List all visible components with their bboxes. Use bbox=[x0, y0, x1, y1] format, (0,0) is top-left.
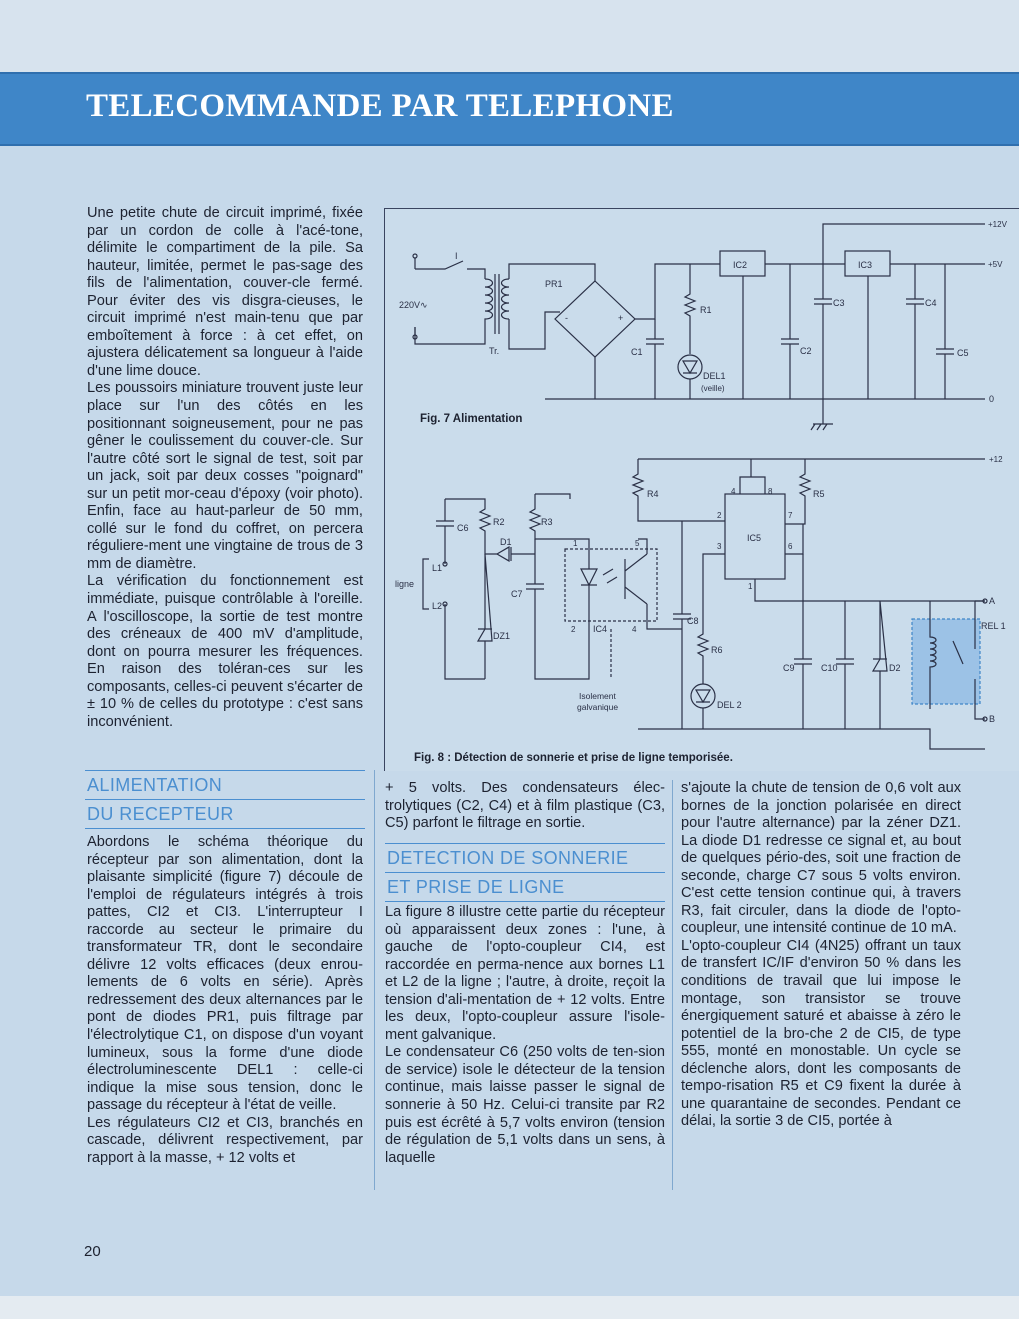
paragraph: Une petite chute de circuit imprimé, fixée par un cordon de colle à l'acé-tone, délimite le compartiment de la pile. Sa hauteur, limitée, permet le pas-sage des fils de l'alimentation, couver-cle fermé. Pour éviter des vis disgra-cieuses, le circuit imprimé n'est main-tenu que par emboîtement à force : à cet effet, on ajustera délicatement sa longueur à l'aide d'une lime douce. bbox=[87, 205, 363, 379]
isolation-label-2: galvanique bbox=[577, 702, 619, 712]
r2-label: R2 bbox=[493, 517, 505, 527]
c7-label: C7 bbox=[511, 589, 523, 599]
out12-label: +12V bbox=[988, 220, 1007, 229]
c6-label: C6 bbox=[457, 523, 469, 533]
c4-label: C4 bbox=[925, 298, 937, 308]
ic5-pin8: 8 bbox=[768, 487, 773, 496]
ic5-label: IC5 bbox=[747, 533, 762, 543]
page-title: TELECOMMANDE PAR TELEPHONE bbox=[86, 88, 674, 124]
l1-label: L1 bbox=[432, 563, 443, 573]
ic5-pin7: 7 bbox=[788, 511, 793, 520]
a-label: A bbox=[989, 596, 996, 606]
bridge-plus: + bbox=[618, 313, 624, 323]
r6-label: R6 bbox=[711, 645, 723, 655]
bridge-minus: - bbox=[565, 313, 568, 323]
switch-label: I bbox=[455, 251, 458, 261]
ic5-pin4: 4 bbox=[731, 487, 736, 496]
page-top-margin bbox=[0, 0, 1019, 72]
r4-label: R4 bbox=[647, 489, 659, 499]
schematic-figures bbox=[384, 208, 1019, 771]
b-label: B bbox=[989, 714, 996, 724]
figure-8-caption: Fig. 8 : Détection de sonnerie et prise de ligne temporisée. bbox=[414, 752, 733, 764]
column-divider bbox=[374, 770, 375, 1190]
l2-label: L2 bbox=[432, 601, 443, 611]
del1-label: DEL1 bbox=[703, 371, 726, 381]
c1-label: C1 bbox=[631, 347, 643, 357]
fig7-power-supply bbox=[399, 220, 1008, 430]
fig8-ring-detector bbox=[395, 455, 1006, 749]
isolation-label-1: Isolement bbox=[579, 691, 616, 701]
column-2-top bbox=[385, 780, 665, 833]
page-bottom-margin bbox=[0, 1296, 1019, 1319]
heading-line: DETECTION DE SONNERIE bbox=[385, 844, 665, 873]
heading-line: ET PRISE DE LIGNE bbox=[385, 873, 665, 902]
bridge-label: PR1 bbox=[545, 279, 563, 289]
column-3-body bbox=[681, 780, 961, 1131]
plus12-label: +12 bbox=[989, 455, 1003, 464]
rel-label: REL 1 bbox=[981, 621, 1006, 631]
del1-note: (veille) bbox=[701, 384, 725, 393]
c2-label: C2 bbox=[800, 346, 812, 356]
opto-pin4: 4 bbox=[632, 625, 637, 634]
column-divider bbox=[672, 780, 673, 1190]
paragraph: Le condensateur C6 (250 volts de ten-sion de service) isole le détecteur de la tension continue, mais laisse passer le signal de sonnerie à 50 Hz. Celui-ci transite par R2 puis est écrêté à 5,7 volts environ (tension de régulation de 5,1 volts dans un sens, à laquelle bbox=[385, 1044, 665, 1166]
figure-7-caption: Fig. 7 Alimentation bbox=[420, 413, 523, 425]
paragraph: Les poussoirs miniature trouvent juste leur place sur l'un des côtés en les positionnant soigneusement, pour ne pas gêner le coulissement du couver-cle. Sur l'autre côté sort le signal de test, soit par un jack, soit par deux cosses "poignard" sur un petit mor-ceau d'époxy (voir photo). Enfin, face au haut-parleur de 50 mm, collé sur le fond du coffret, on percera réguliere-ment une vingtaine de trous de 3 mm de diamètre. bbox=[87, 380, 363, 572]
opto-pin1: 1 bbox=[573, 539, 578, 548]
c5-label: C5 bbox=[957, 348, 969, 358]
page-number: 20 bbox=[84, 1243, 101, 1260]
paragraph: Les régulateurs CI2 et CI3, branchés en cascade, délivrent respectivement, par rapport à la masse, + 12 volts et bbox=[87, 1114, 363, 1166]
column-1-body bbox=[87, 834, 363, 1167]
transformer-label: Tr. bbox=[489, 346, 500, 356]
title-banner bbox=[0, 72, 1019, 146]
column-1-intro bbox=[87, 205, 363, 731]
ic5-pin2: 2 bbox=[717, 511, 722, 520]
opto-pin5: 5 bbox=[635, 539, 640, 548]
section-heading-alimentation bbox=[85, 770, 365, 829]
ic4-label: IC4 bbox=[593, 624, 608, 634]
dz1-label: DZ1 bbox=[493, 631, 511, 641]
paragraph: s'ajoute la chute de tension de 0,6 volt aux bornes de la jonction polarisée en direct pour l'autre alternance) par la zéner DZ1. La diode D1 redresse ce signal et, au bout de quelques pério-des, soit une fraction de seconde, charge C7 sous 5 volts environ. C'est cette tension continue qui, à travers R3, fait circuler, dans la diode de l'opto-coupleur, une intensité continue de 10 mA. bbox=[681, 780, 961, 937]
paragraph: + 5 volts. Des condensateurs élec-trolytiques (C2, C4) et à film plastique (C3, C5) parfont le filtrage en sortie. bbox=[385, 780, 665, 832]
del2-label: DEL 2 bbox=[717, 700, 742, 710]
ic3-label: IC3 bbox=[858, 260, 873, 270]
r1-label: R1 bbox=[700, 305, 712, 315]
heading-line: ALIMENTATION bbox=[85, 771, 365, 800]
paragraph: Abordons le schéma théorique du récepteur par son alimentation, dont la plaisante simplicité (figure 7) découle de l'emploi de régulateurs intégrés à trois pattes, CI2 et CI3. L'interrupteur I raccorde au secteur le primaire du transformateur TR, dont le secondaire délivre 12 volts efficaces (deux enrou-lements de 6 volts en série). Après redressement des deux alternances par le pont de diodes PR1, puis filtrage par l'électrolytique C1, on dispose d'un voyant lumineux, sous la forme d'une diode électroluminescente DEL1 : celle-ci indique la mise sous tension, donc le passage du récepteur à l'état de veille. bbox=[87, 834, 363, 1114]
d2-label: D2 bbox=[889, 663, 901, 673]
ic5-pin3: 3 bbox=[717, 542, 722, 551]
out0-label: 0 bbox=[989, 394, 995, 404]
ic2-label: IC2 bbox=[733, 260, 748, 270]
section-heading-detection bbox=[385, 843, 665, 902]
r5-label: R5 bbox=[813, 489, 825, 499]
schematic-svg bbox=[385, 209, 1019, 771]
c10-label: C10 bbox=[821, 663, 838, 673]
ic5-pin6: 6 bbox=[788, 542, 793, 551]
line-label: ligne bbox=[395, 579, 415, 589]
r3-label: R3 bbox=[541, 517, 553, 527]
ic5-pin1: 1 bbox=[748, 582, 753, 591]
paragraph: La vérification du fonctionnement est immédiate, puisque contrôlable à l'oreille. A l'oscilloscope, la sortie de test montre des créneaux de 400 mV d'amplitude, dont on pourra mesurer les fréquences. En raison des toléran-ces sur les composants, celles-ci peuvent s'écarter de ± 10 % de celles du prototype : c'est sans inconvénient. bbox=[87, 573, 363, 730]
d1-label: D1 bbox=[500, 537, 512, 547]
c3-label: C3 bbox=[833, 298, 845, 308]
paragraph: La figure 8 illustre cette partie du récepteur où apparaissent deux zones : l'une, à gauche de l'opto-coupleur CI4, est raccordée en perma-nence aux bornes L1 et L2 de la ligne ; l'autre, à droite, reçoit la tension d'ali-mentation de + 12 volts. Entre les deux, l'opto-coupleur assure l'isole-ment galvanique. bbox=[385, 904, 665, 1043]
heading-line: DU RECEPTEUR bbox=[85, 800, 365, 829]
c9-label: C9 bbox=[783, 663, 795, 673]
mains-label: 220V∿ bbox=[399, 300, 428, 310]
column-2-body bbox=[385, 904, 665, 1167]
out5-label: +5V bbox=[988, 260, 1003, 269]
c8-label: C8 bbox=[687, 616, 699, 626]
paragraph: L'opto-coupleur CI4 (4N25) offrant un taux de transfert IC/IF d'environ 50 % dans les conditions de travail que lui impose le montage, son transistor se trouve énergiquement saturé et abaisse à zéro le potentiel de la bro-che 2 de CI5, de type 555, monté en monostable. Un cycle se déclenche alors, dont les composants de tempo-risation R5 et C9 fixent la durée à une quarantaine de secondes. Pendant ce délai, la sortie 3 de CI5, portée à bbox=[681, 937, 961, 1130]
opto-pin2: 2 bbox=[571, 625, 576, 634]
